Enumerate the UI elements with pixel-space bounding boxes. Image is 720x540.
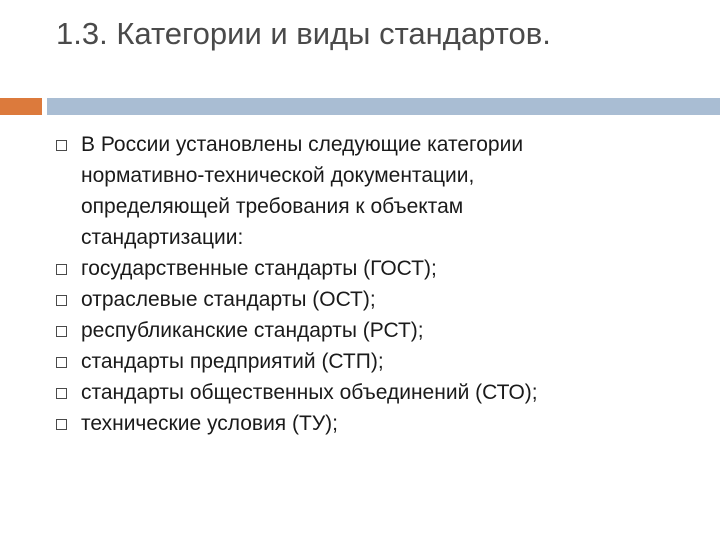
bullet-list: [56, 129, 696, 439]
bullet-text: республиканские стандарты (РСТ);: [81, 319, 424, 342]
bullet-text: отраслевые стандарты (ОСТ);: [81, 288, 376, 311]
square-bullet-icon: [56, 388, 67, 399]
square-bullet-icon: [56, 326, 67, 337]
square-bullet-icon: [56, 357, 67, 368]
bullet-text: технические условия (ТУ);: [81, 412, 338, 435]
square-bullet-icon: [56, 264, 67, 275]
accent-bar-blue: [47, 98, 720, 115]
bullet-text: государственные стандарты (ГОСТ);: [81, 257, 437, 280]
bullet-text: В России установлены следующие категории нормативно-технической документации, определяющей требования к объектам стандартизации:: [81, 133, 524, 249]
square-bullet-icon: [56, 140, 67, 151]
bullet-item: [56, 129, 696, 253]
bullet-item: [56, 253, 696, 284]
bullet-item: [56, 377, 696, 408]
square-bullet-icon: [56, 295, 67, 306]
accent-bar-orange: [0, 98, 42, 115]
bullet-item: [56, 315, 696, 346]
bullet-item: [56, 408, 696, 439]
bullet-item: [56, 346, 696, 377]
square-bullet-icon: [56, 419, 67, 430]
bullet-text: стандарты предприятий (СТП);: [81, 350, 384, 373]
bullet-item: [56, 284, 696, 315]
bullet-text: стандарты общественных объединений (СТО);: [81, 381, 538, 404]
slide-title: 1.3. Категории и виды стандартов.: [56, 16, 551, 51]
